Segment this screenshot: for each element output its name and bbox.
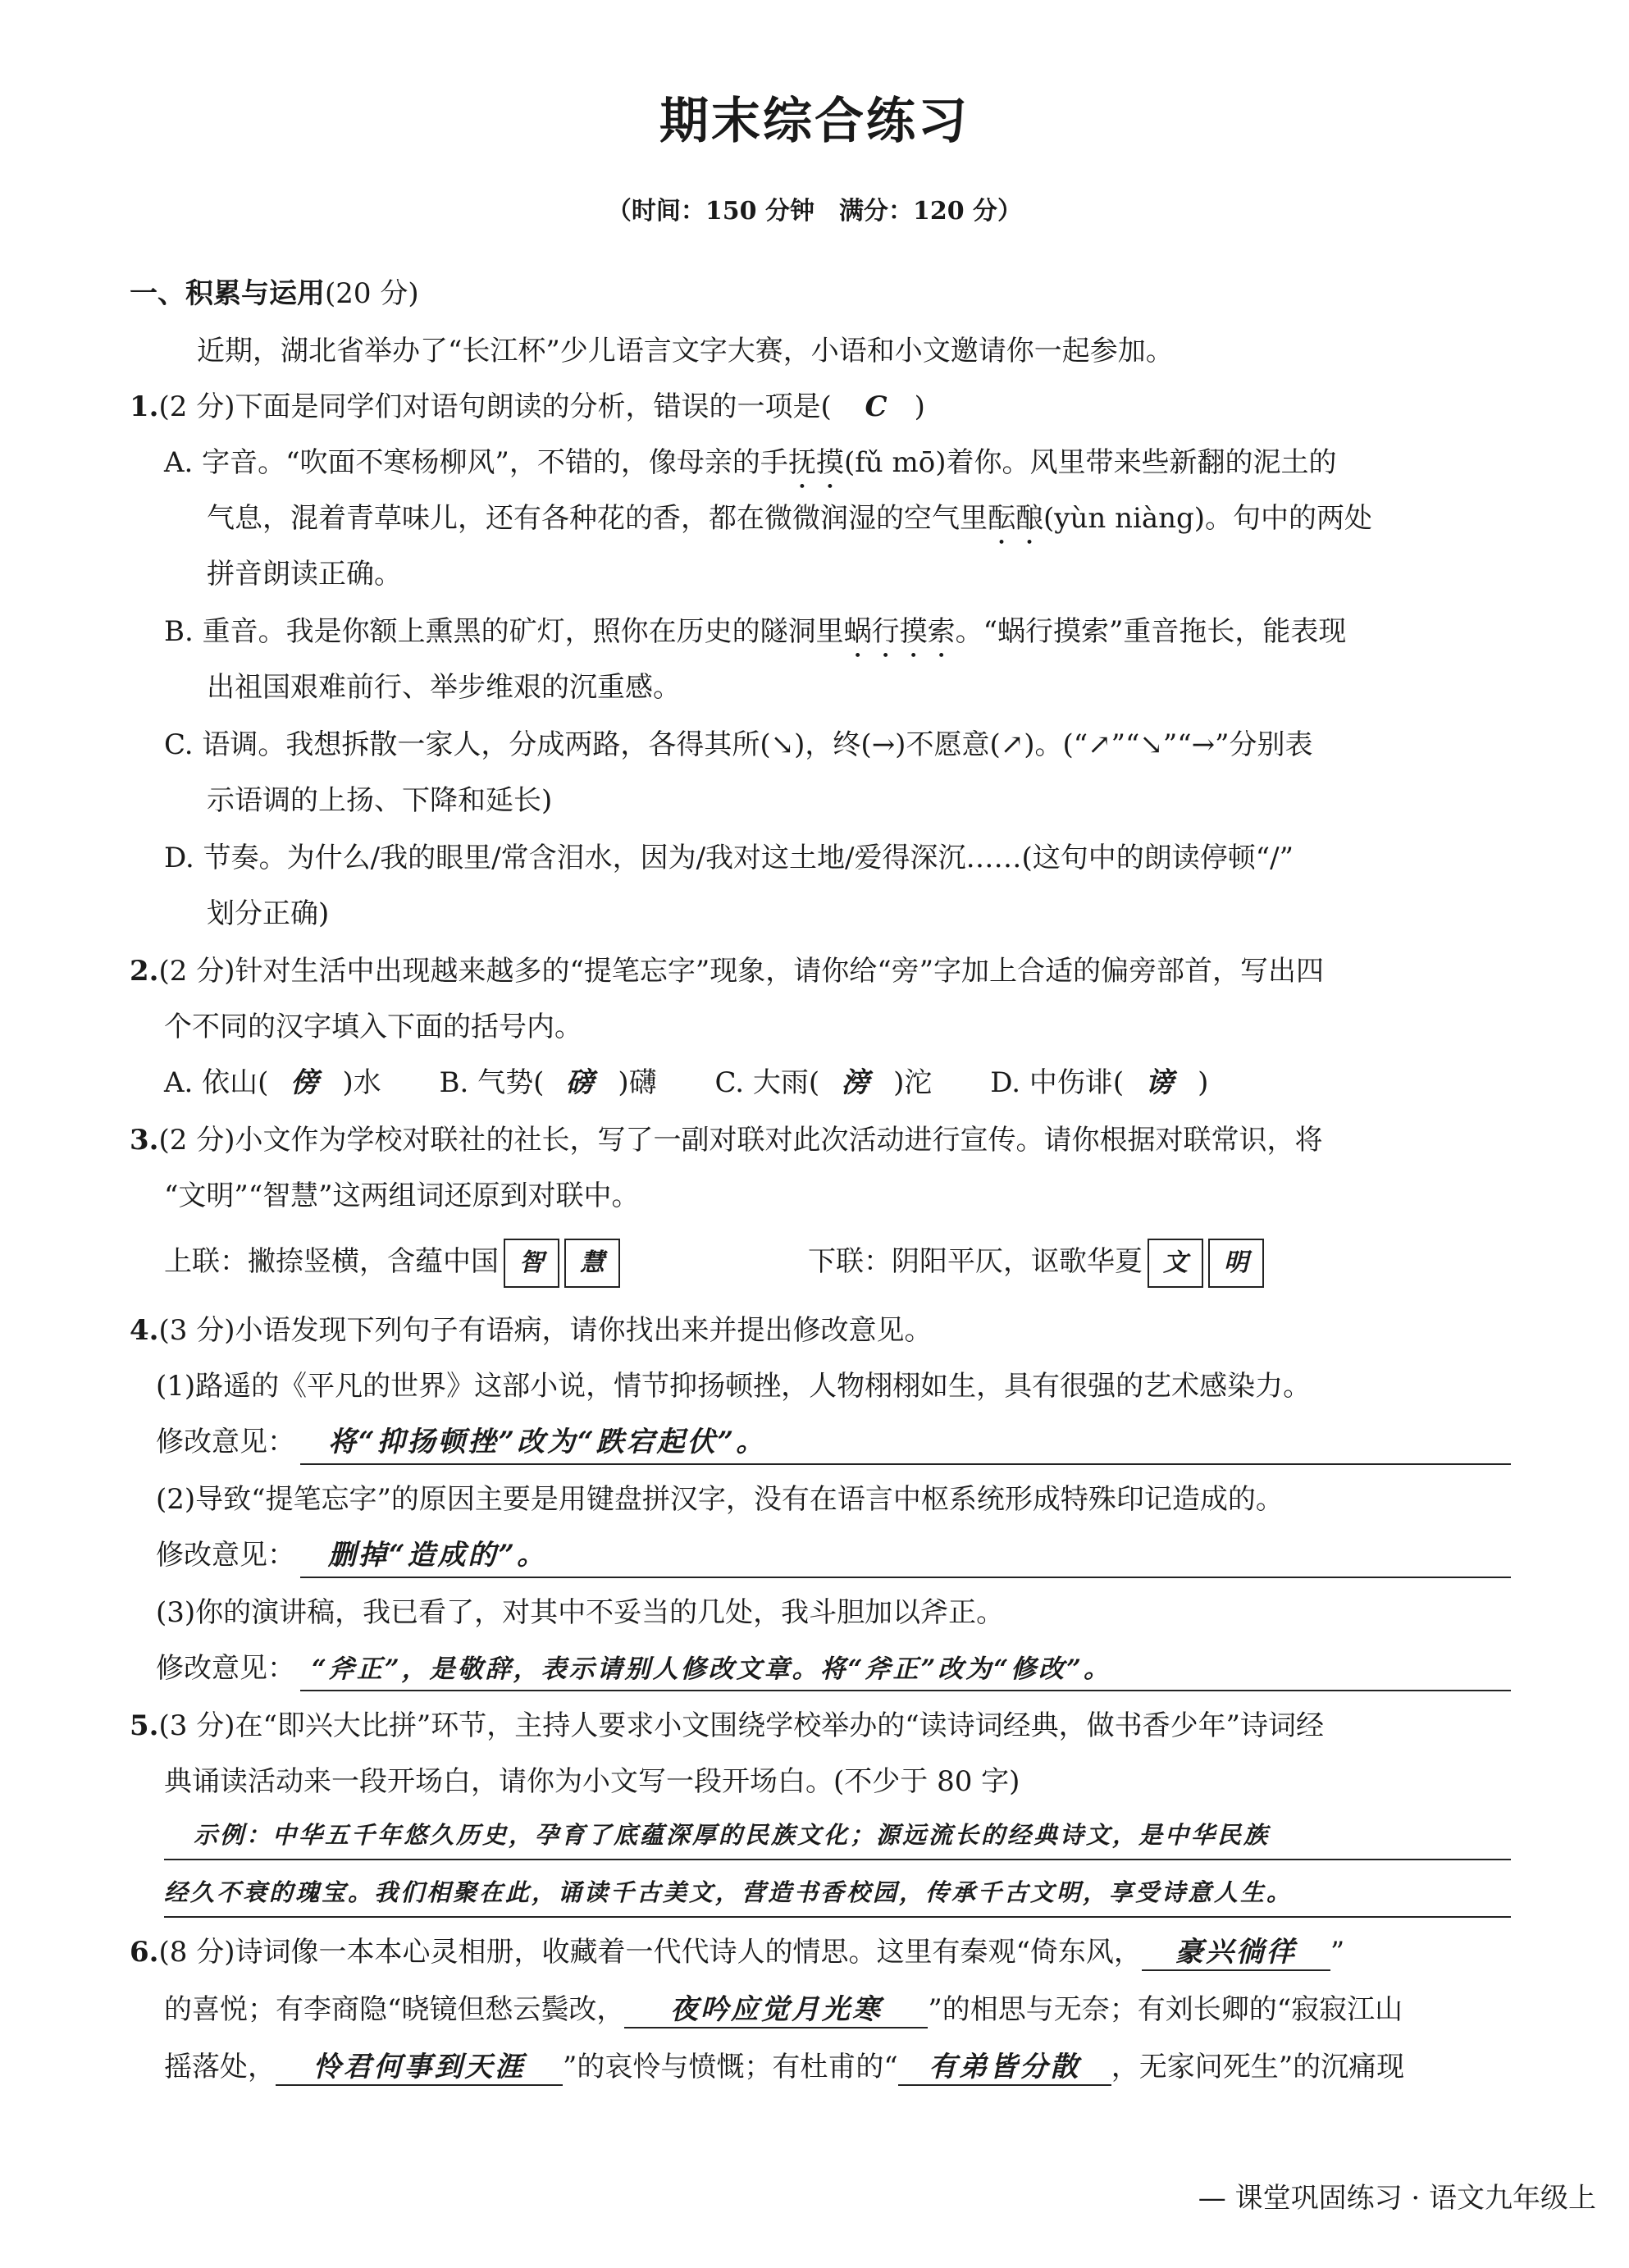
page-footer: — 课堂巩固练习 · 语文九年级上: [1198, 2182, 1596, 2215]
q5-stem-line1: 5.(3 分)在“即兴大比拼”环节，主持人要求小文围绕学校举办的“读诗词经典，做书香少年”诗词经: [130, 1709, 1324, 1742]
q1-option-d-line2: 划分正确): [207, 897, 330, 930]
answer-underline: [300, 1690, 1511, 1691]
q2-options: A. 依山( 傍 )水 B. 气势( 磅 )礴 C. 大雨( 滂 )沱 D. 中伤诽( 谤 ): [164, 1066, 1209, 1099]
couplet-box: 慧: [564, 1239, 620, 1288]
q6-blank-3: 怜君何事到天涯: [276, 2051, 563, 2086]
q3-couplet-upper: 上联：撇捺竖横，含蕴中国 智 慧: [164, 1239, 625, 1288]
q6-line3: 摇落处， 怜君何事到天涯 ”的哀怜与愤慨；有杜甫的“ 有弟皆分散 ，无家问死生”的沉痛现: [164, 2051, 1404, 2086]
q4-revision-1: 修改意见： 将“抑扬顿挫”改为“跌宕起伏”。: [156, 1426, 767, 1458]
q3-couplet-lower: 下联：阴阳平仄，讴歌华夏 文 明: [808, 1239, 1269, 1288]
q1-answer: C: [865, 390, 890, 423]
q2-answer-c: 滂: [841, 1066, 872, 1099]
q4-sentence-3: (3)你的演讲稿，我已看了，对其中不妥当的几处，我斗胆加以斧正。: [156, 1596, 1005, 1629]
q2-answer-a: 傍: [290, 1066, 321, 1099]
couplet-box: 文: [1148, 1239, 1203, 1288]
q6-line2: 的喜悦；有李商隐“晓镜但愁云鬓改， 夜吟应觉月光寒 ”的相思与无奈；有刘长卿的“寂寂江山: [164, 1993, 1403, 2028]
couplet-box: 智: [504, 1239, 559, 1288]
q5-answer-line1: 示例：中华五千年悠久历史，孕育了底蕴深厚的民族文化；源远流长的经典诗文，是中华民族: [194, 1821, 1271, 1849]
q4-answer-3: “斧正”，是敬辞，表示请别人修改文章。将“斧正”改为“修改”。: [312, 1654, 1111, 1684]
q6-blank-4: 有弟皆分散: [898, 2051, 1111, 2086]
couplet-box: 明: [1208, 1239, 1264, 1288]
q5-answer-line2: 经久不衰的瑰宝。我们相聚在此，诵读千古美文，营造书香校园，传承千古文明，享受诗意人生。: [164, 1878, 1294, 1906]
answer-underline: [300, 1577, 1511, 1578]
q1-stem: 1.(2 分)下面是同学们对语句朗读的分析，错误的一项是( C ): [130, 390, 925, 423]
q4-sentence-1: (1)路遥的《平凡的世界》这部小说，情节抑扬顿挫，人物栩栩如生，具有很强的艺术感染力。: [156, 1370, 1312, 1403]
q6-blank-1: 豪兴徜徉: [1142, 1936, 1330, 1971]
q3-stem-line1: 3.(2 分)小文作为学校对联社的社长，写了一副对联对此次活动进行宣传。请你根据对联常识，将: [130, 1124, 1323, 1157]
q6-line1: 6.(8 分)诗词像一本本心灵相册，收藏着一代代诗人的情思。这里有秦观“倚东风， 豪兴徜徉 ”: [130, 1936, 1344, 1971]
section-intro: 近期，湖北省举办了“长江杯”少儿语言文字大赛，小语和小文邀请你一起参加。: [197, 335, 1174, 367]
q4-revision-3: 修改意见： “斧正”，是敬辞，表示请别人修改文章。将“斧正”改为“修改”。: [156, 1652, 1111, 1685]
q4-answer-2: 删掉“造成的”。: [328, 1539, 548, 1572]
q4-revision-2: 修改意见： 删掉“造成的”。: [156, 1539, 548, 1572]
q2-answer-d: 谤: [1145, 1066, 1176, 1099]
section-heading: 一、积累与运用(20 分): [130, 277, 419, 310]
q5-stem-line2: 典诵读活动来一段开场白，请你为小文写一段开场白。(不少于 80 字): [164, 1765, 1020, 1798]
exam-time-score: （时间：150 分钟 满分：120 分）: [606, 197, 1023, 226]
q1-option-b-line2: 出祖国艰难前行、举步维艰的沉重感。: [207, 671, 681, 704]
q4-stem: 4.(3 分)小语发现下列句子有语病，请你找出来并提出修改意见。: [130, 1314, 933, 1347]
q2-stem-line1: 2.(2 分)针对生活中出现越来越多的“提笔忘字”现象，请你给“旁”字加上合适的偏旁部首，写出四: [130, 955, 1324, 988]
q3-stem-line2: “文明”“智慧”这两组词还原到对联中。: [164, 1180, 640, 1212]
answer-underline: [164, 1859, 1511, 1860]
q1-option-b-line1: B. 重音。我是你额上熏黑的矿灯，照你在历史的隧洞里蜗行摸索。“蜗行摸索”重音拖长，能表现: [164, 615, 1347, 648]
q1-option-a-line2: 气息，混着青草味儿，还有各种花的香，都在微微润湿的空气里酝酿(yùn niàng)。句中的两处: [207, 502, 1373, 535]
q2-answer-b: 磅: [565, 1066, 596, 1099]
answer-underline: [300, 1463, 1511, 1465]
q2-stem-line2: 个不同的汉字填入下面的括号内。: [164, 1011, 582, 1043]
q4-sentence-2: (2)导致“提笔忘字”的原因主要是用键盘拼汉字，没有在语言中枢系统形成特殊印记造成的。: [156, 1483, 1284, 1516]
answer-underline: [164, 1916, 1511, 1918]
page-title: 期末综合练习: [659, 93, 970, 150]
q1-option-a-line1: A. 字音。“吹面不寒杨柳风”，不错的，像母亲的手抚摸(fǔ mō)着你。风里带来些新翻的泥土的: [164, 446, 1337, 479]
q1-option-d-line1: D. 节奏。为什么/我的眼里/常含泪水，因为/我对这土地/爱得深沉……(这句中的朗读停顿“/”: [164, 842, 1294, 874]
q6-blank-2: 夜吟应觉月光寒: [624, 1993, 928, 2028]
q4-answer-1: 将“抑扬顿挫”改为“跌宕起伏”。: [328, 1426, 767, 1458]
q1-option-c-line2: 示语调的上扬、下降和延长): [207, 784, 553, 817]
q1-option-c-line1: C. 语调。我想拆散一家人，分成两路，各得其所(↘)，终(→)不愿意(↗)。(“↗”“↘”“→”分别表: [164, 728, 1313, 761]
q1-option-a-line3: 拼音朗读正确。: [207, 558, 402, 591]
